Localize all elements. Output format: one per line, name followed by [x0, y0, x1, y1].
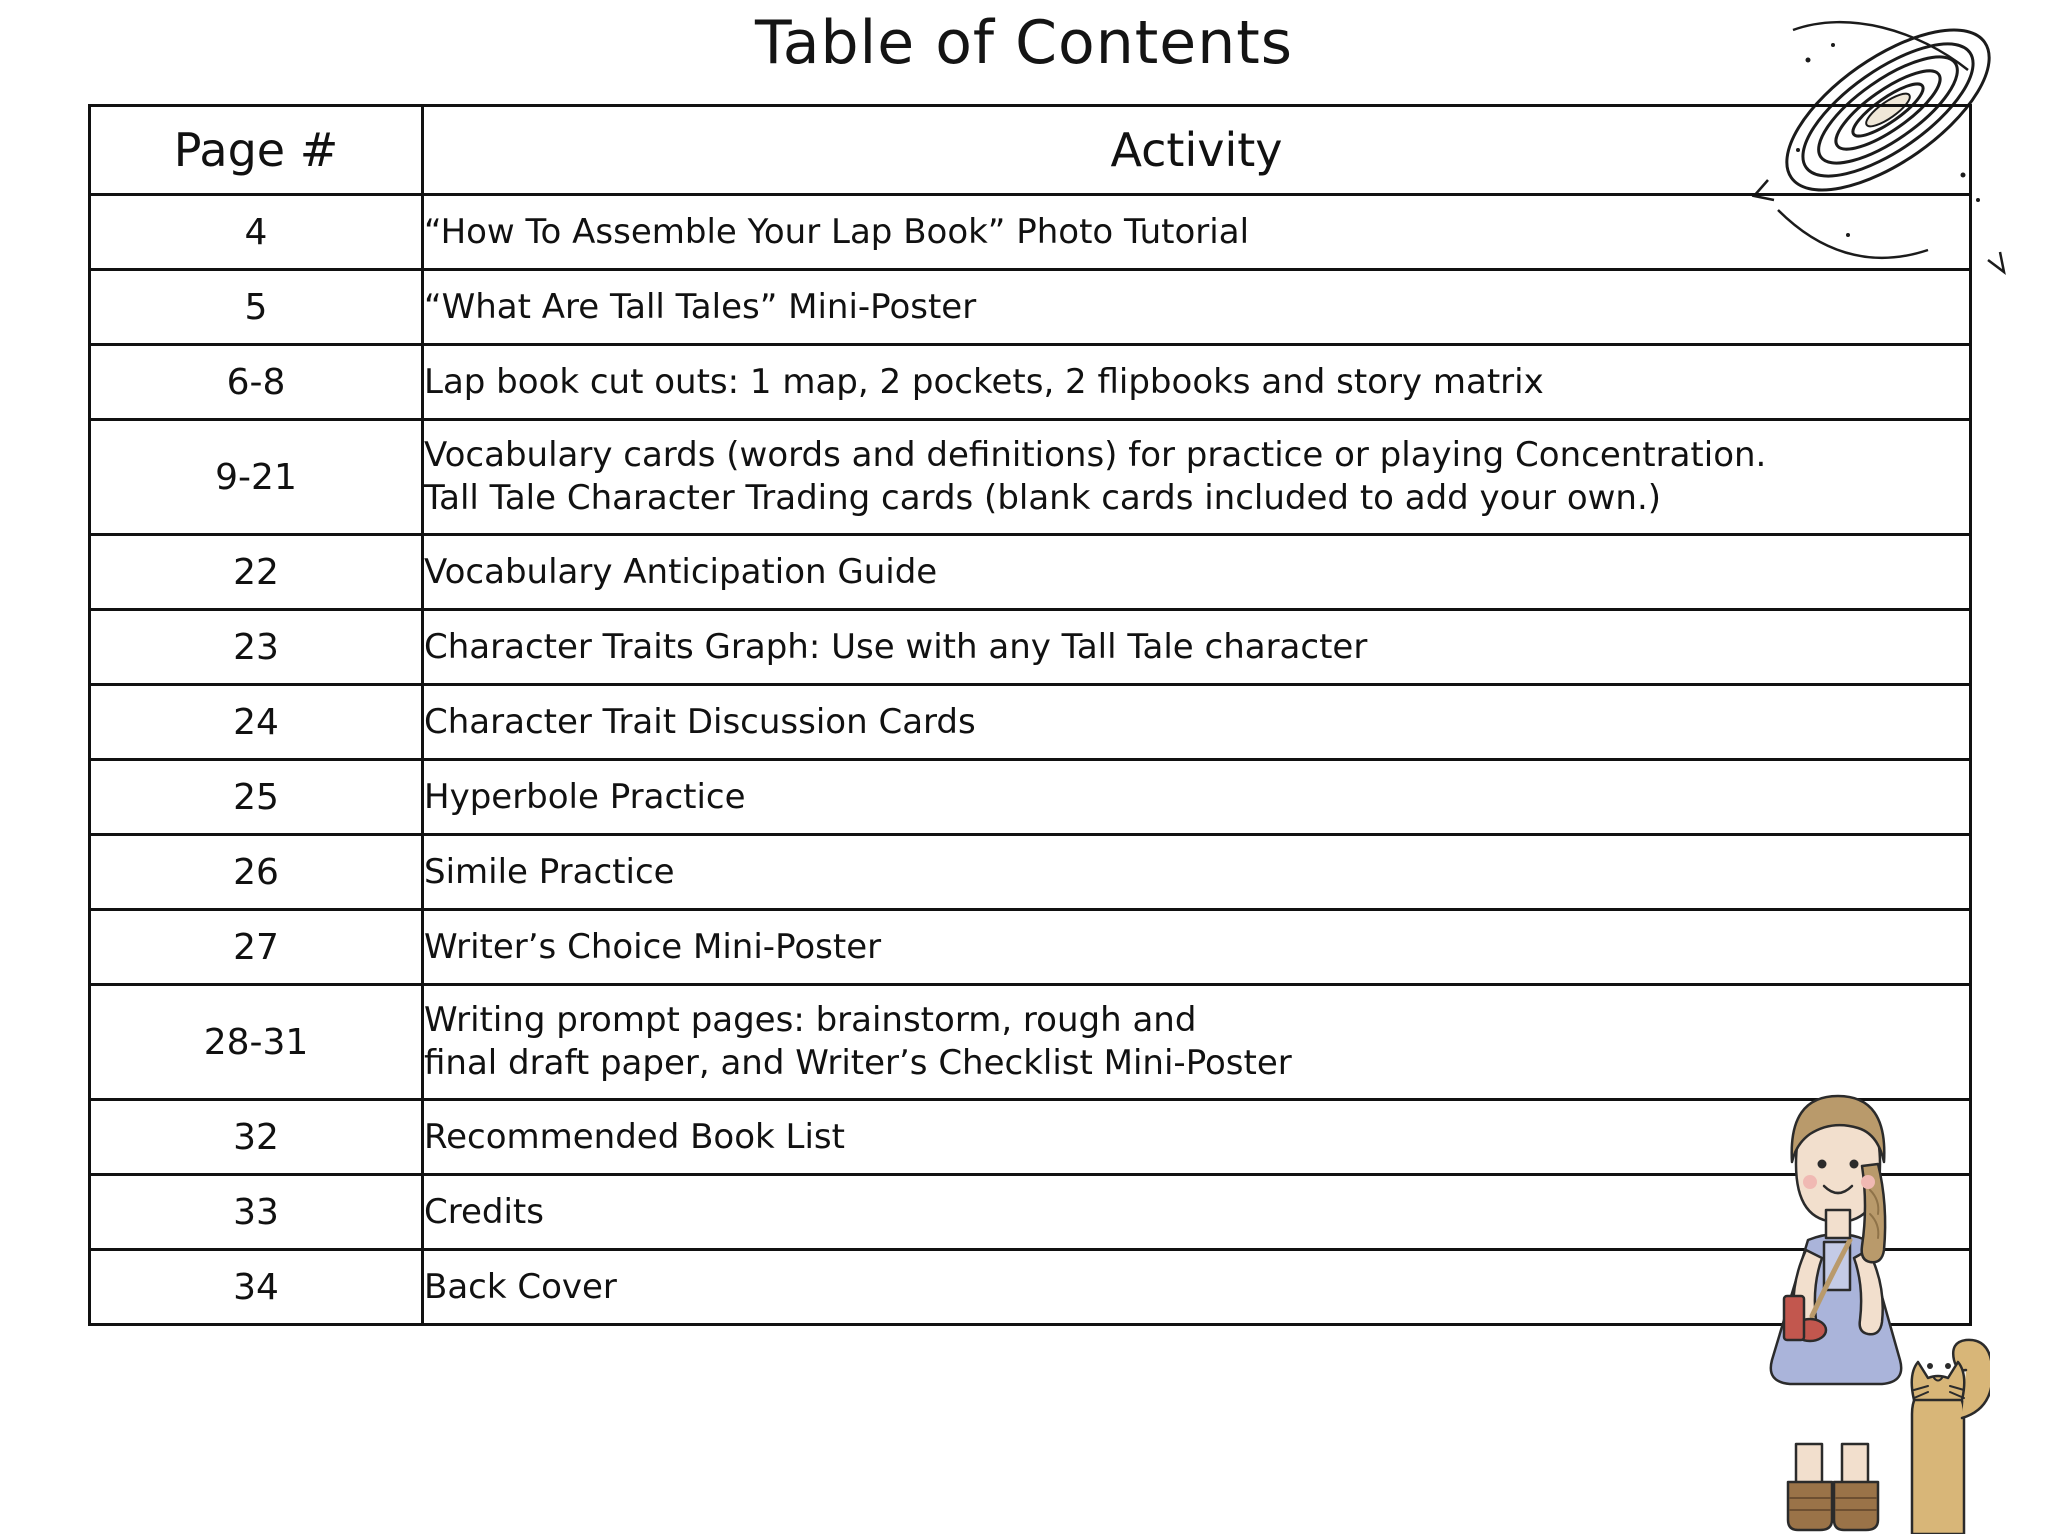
page-number: 33 — [90, 1175, 423, 1250]
activity-text: Character Traits Graph: Use with any Tall Tale character — [423, 610, 1971, 685]
page-title: Table of Contents — [754, 8, 1293, 78]
table-row — [90, 535, 1971, 610]
table-row — [90, 610, 1971, 685]
activity-line-1: Writing prompt pages: brainstorm, rough and — [424, 1000, 1197, 1041]
page-number: 24 — [90, 685, 423, 760]
activity-text — [423, 985, 1971, 1100]
table-of-contents — [88, 104, 1972, 1326]
table-row — [90, 910, 1971, 985]
column-header-page: Page # — [90, 106, 423, 195]
page-number: 5 — [90, 270, 423, 345]
activity-text: Back Cover — [423, 1250, 1971, 1325]
page-number: 9-21 — [90, 420, 423, 535]
column-header-activity: Activity — [423, 106, 1971, 195]
page-number: 22 — [90, 535, 423, 610]
table-row — [90, 760, 1971, 835]
table-row — [90, 985, 1971, 1100]
activity-text: Credits — [423, 1175, 1971, 1250]
table-row — [90, 1250, 1971, 1325]
activity-text — [423, 420, 1971, 535]
table-row — [90, 195, 1971, 270]
page-number: 25 — [90, 760, 423, 835]
activity-text: Recommended Book List — [423, 1100, 1971, 1175]
table-body — [90, 195, 1971, 1325]
page-number: 4 — [90, 195, 423, 270]
activity-text: Vocabulary Anticipation Guide — [423, 535, 1971, 610]
table-row — [90, 270, 1971, 345]
activity-text: Character Trait Discussion Cards — [423, 685, 1971, 760]
activity-text: Writer’s Choice Mini-Poster — [423, 910, 1971, 985]
page-number: 28-31 — [90, 985, 423, 1100]
table-row — [90, 835, 1971, 910]
table-row — [90, 1175, 1971, 1250]
table-row — [90, 685, 1971, 760]
page-number: 26 — [90, 835, 423, 910]
page-number: 34 — [90, 1250, 423, 1325]
activity-text: Hyperbole Practice — [423, 760, 1971, 835]
activity-line-2: final draft paper, and Writer’s Checklist Mini-Poster — [424, 1043, 1292, 1083]
activity-text: “How To Assemble Your Lap Book” Photo Tutorial — [423, 195, 1971, 270]
activity-line-2: Tall Tale Character Trading cards (blank cards included to add your own.) — [424, 478, 1662, 518]
page-number: 27 — [90, 910, 423, 985]
page-number: 6-8 — [90, 345, 423, 420]
activity-line-1: Vocabulary cards (words and definitions) for practice or playing Concentration. — [424, 435, 1767, 476]
table-row — [90, 420, 1971, 535]
activity-text: “What Are Tall Tales” Mini-Poster — [423, 270, 1971, 345]
page-number: 23 — [90, 610, 423, 685]
page-number: 32 — [90, 1100, 423, 1175]
table-row — [90, 1100, 1971, 1175]
activity-text: Lap book cut outs: 1 map, 2 pockets, 2 flipbooks and story matrix — [423, 345, 1971, 420]
activity-text: Simile Practice — [423, 835, 1971, 910]
table-header-row — [90, 106, 1971, 195]
table-row — [90, 345, 1971, 420]
